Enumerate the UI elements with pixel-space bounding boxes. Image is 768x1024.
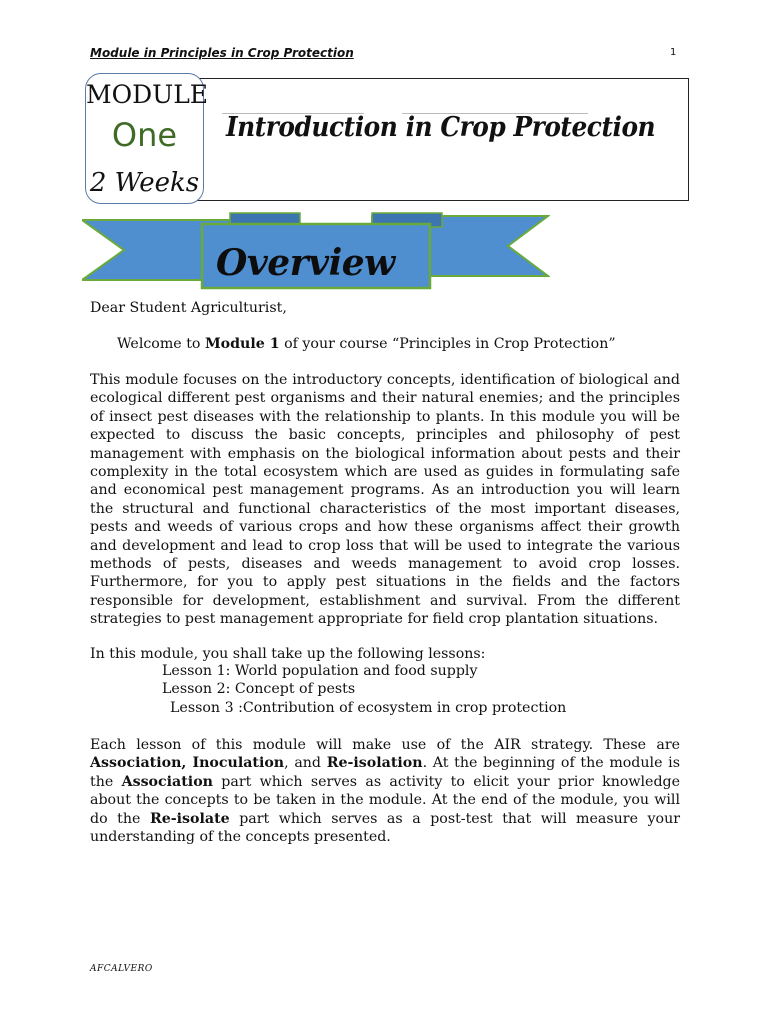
air-term: Re-isolate bbox=[149, 810, 230, 827]
air-term: Association, Inoculation bbox=[90, 755, 285, 772]
welcome-prefix: Welcome to bbox=[117, 336, 205, 352]
lessons-intro: In this module, you shall take up the following lessons: bbox=[90, 646, 486, 662]
air-text: part which serves as activity to elicit your prior knowledge about the concepts to be taken in the module. At the end of the module, you will do the bbox=[90, 773, 681, 827]
lesson-item: Lesson 3 :Contribution of ecosystem in crop protection bbox=[170, 700, 567, 716]
module-badge bbox=[85, 73, 209, 204]
air-text: , and bbox=[284, 755, 327, 772]
air-strategy-paragraph bbox=[90, 736, 680, 846]
air-term: Association bbox=[121, 773, 213, 790]
lesson-item: Lesson 1: World population and food supply bbox=[162, 663, 478, 679]
air-term: Re-isolation bbox=[326, 755, 423, 772]
running-header: Module in Principles in Crop Protection bbox=[90, 46, 354, 60]
badge-module-number: One bbox=[111, 116, 178, 154]
greeting: Dear Student Agriculturist, bbox=[90, 300, 287, 316]
badge-module-label: MODULE bbox=[86, 80, 209, 109]
module-title: Introduction in Crop Protection bbox=[226, 112, 656, 143]
badge-duration: 2 Weeks bbox=[89, 168, 200, 198]
air-text: . At the beginning of the module is the bbox=[90, 755, 680, 790]
overview-heading: Overview bbox=[216, 242, 395, 284]
air-text: part which serves as a post-test that will measure your understanding of the concepts presented. bbox=[90, 810, 680, 846]
lesson-item: Lesson 2: Concept of pests bbox=[162, 681, 356, 697]
welcome-module: Module 1 bbox=[204, 336, 280, 352]
welcome-suffix: of your course “Principles in Crop Protection” bbox=[279, 336, 616, 352]
page-number: 1 bbox=[670, 47, 677, 58]
welcome-line bbox=[117, 335, 707, 353]
overview-paragraph: This module focuses on the introductory concepts, identification of biological and ecological different pest organisms and their natural enemies; and the principles of insect pest diseases with the relationship to plants. In this module you will be expected to discuss the basic concepts, principles and philosophy of pest management with emphasis on the biological information about pests and their complexity in the total ecosystem which are used as guides in formulating safe and economical pest management programs. As an introduction you will learn the structural and functional characteristics of the most important diseases, pests and weeds of various crops and how these organisms affect their growth and development and lead to crop loss that will be used to integrate the various methods of pests, diseases and weeds management to avoid crop losses. Furthermore, for you to apply pest situations in the fields and the factors responsible for development, establishment and survival. From the different strategies to pest management appropriate for field crop plantation situations. bbox=[90, 372, 680, 628]
footer-signature: AFCALVERO bbox=[90, 964, 153, 974]
air-text: Each lesson of this module will make use of the AIR strategy. These are bbox=[90, 737, 680, 753]
